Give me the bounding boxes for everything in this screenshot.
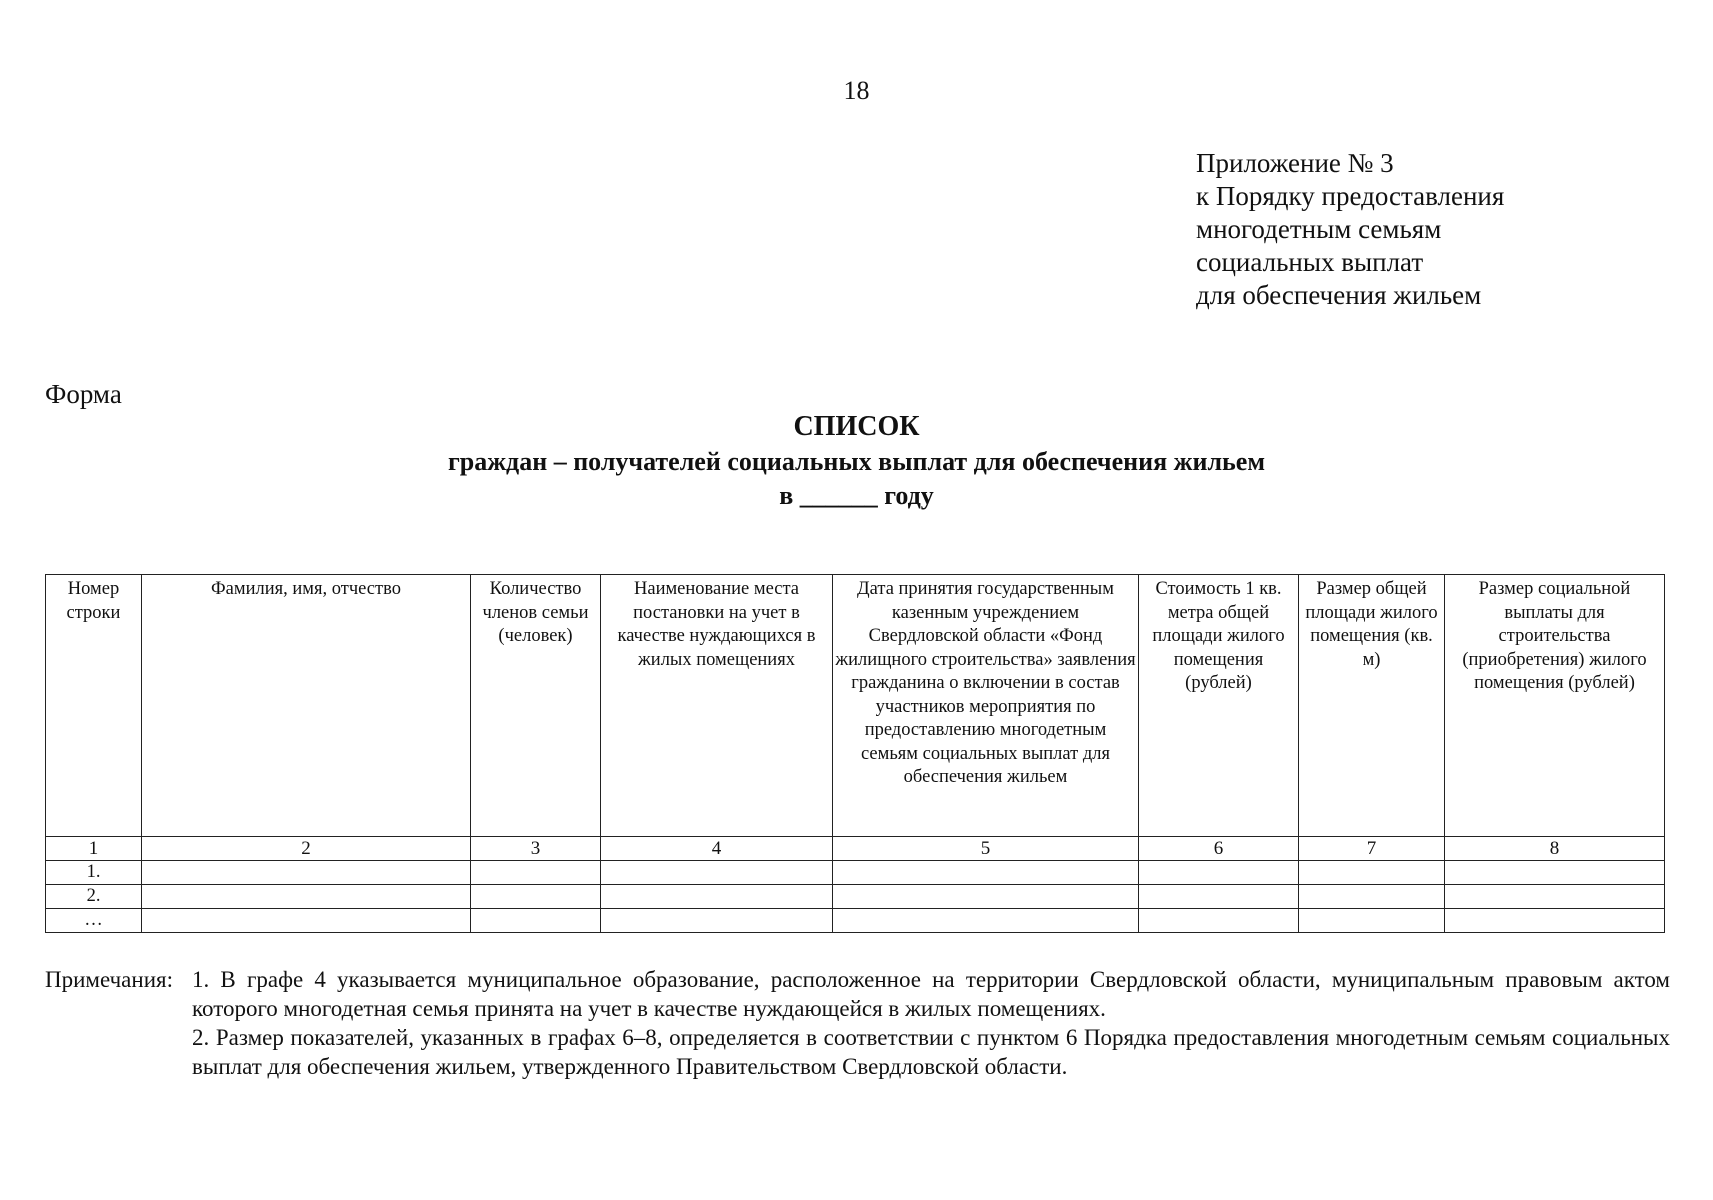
table-cell <box>601 909 833 933</box>
form-label: Форма <box>45 379 122 409</box>
column-number-row <box>46 837 1665 861</box>
table-row <box>46 909 1665 933</box>
header-registration-place: Наименование места постановки на учет в качестве нуждающихся в жилых помещениях <box>601 575 833 837</box>
table-cell <box>833 885 1139 909</box>
header-application-date: Дата принятия государственным казенным учреждением Свердловской области «Фонд жилищного строительства» заявления гражданина о включении в состав участников мероприятия по предоставлению многодетным семьям социальных выплат для обеспечения жильем <box>833 575 1139 837</box>
column-number: 6 <box>1139 837 1299 861</box>
table-cell <box>601 885 833 909</box>
appendix-line: многодетным семьям <box>1196 214 1442 244</box>
row-number-cell: 1. <box>46 861 142 885</box>
appendix-reference <box>1196 147 1504 312</box>
note-item: 1. В графе 4 указывается муниципальное образование, расположенное на территории Свердловской области, муниципальным правовым актом которого многодетная семья принята на учет в качестве нуждающейся в жилых помещениях. <box>192 967 1670 1021</box>
header-family-members: Количество членов семьи (человек) <box>471 575 601 837</box>
header-payment-amount: Размер социальной выплаты для строительства (приобретения) жилого помещения (рублей) <box>1445 575 1665 837</box>
column-number: 8 <box>1445 837 1665 861</box>
appendix-line: Приложение № 3 <box>1196 148 1394 178</box>
table-cell <box>471 909 601 933</box>
column-number: 4 <box>601 837 833 861</box>
table-cell <box>1139 861 1299 885</box>
table-cell <box>1445 909 1665 933</box>
table-cell <box>142 909 471 933</box>
column-number: 1 <box>46 837 142 861</box>
appendix-line: для обеспечения жильем <box>1196 280 1482 310</box>
header-cost-per-sqm: Стоимость 1 кв. метра общей площади жилого помещения (рублей) <box>1139 575 1299 837</box>
column-number: 7 <box>1299 837 1445 861</box>
table-cell <box>471 861 601 885</box>
header-total-area: Размер общей площади жилого помещения (кв. м) <box>1299 575 1445 837</box>
table-cell <box>1299 861 1445 885</box>
table-cell <box>1299 885 1445 909</box>
header-row-number: Номер строки <box>46 575 142 837</box>
note-item: 2. Размер показателей, указанных в графах 6–8, определяется в соответствии с пунктом 6 Порядка предоставления многодетным семьям социальных выплат для обеспечения жильем, утвержденного Правительством Свердловской области. <box>192 1025 1670 1079</box>
table-cell <box>1139 909 1299 933</box>
table-cell <box>833 861 1139 885</box>
column-number: 3 <box>471 837 601 861</box>
table-cell <box>1139 885 1299 909</box>
row-number-cell: 2. <box>46 885 142 909</box>
row-number-cell: … <box>46 909 142 933</box>
title-year-line: в ______ году <box>779 481 934 510</box>
document-title <box>0 409 1713 513</box>
notes-label: Примечания: <box>45 967 173 992</box>
recipients-table <box>45 574 1665 933</box>
appendix-line: социальных выплат <box>1196 247 1424 277</box>
notes-body <box>192 965 1670 1081</box>
header-full-name: Фамилия, имя, отчество <box>142 575 471 837</box>
table-cell <box>1299 909 1445 933</box>
table-cell <box>1445 885 1665 909</box>
title-subtitle: граждан – получателей социальных выплат для обеспечения жильем <box>447 447 1266 476</box>
table-cell <box>142 861 471 885</box>
table-cell <box>1445 861 1665 885</box>
page-number: 18 <box>843 76 870 105</box>
notes-section <box>45 965 1670 1081</box>
table-cell <box>833 909 1139 933</box>
table-row <box>46 885 1665 909</box>
table-cell <box>142 885 471 909</box>
table-cell <box>601 861 833 885</box>
table-header-row <box>46 575 1665 837</box>
table-row <box>46 861 1665 885</box>
table-cell <box>471 885 601 909</box>
column-number: 5 <box>833 837 1139 861</box>
column-number: 2 <box>142 837 471 861</box>
title-main: СПИСОК <box>793 411 920 442</box>
appendix-line: к Порядку предоставления <box>1196 181 1505 211</box>
